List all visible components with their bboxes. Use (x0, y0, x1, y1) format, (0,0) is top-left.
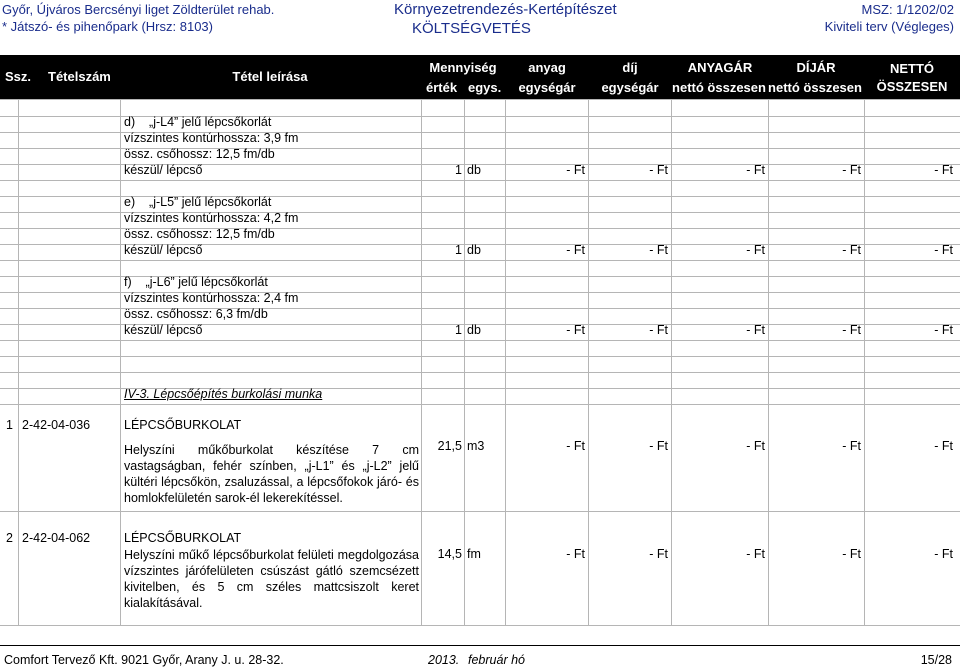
group-title: d) „j-L4” jelű lépcsőkorlát (124, 115, 272, 129)
col-ertek: érték (426, 80, 458, 95)
anyag-egysegar: - Ft (566, 323, 585, 337)
group-csohossz: össz. csőhossz: 12,5 fm/db (124, 227, 275, 241)
footer-date-year: 2013. (428, 653, 460, 667)
item-code: 2-42-04-062 (22, 531, 91, 545)
group-keszul: készül/ lépcső (124, 163, 203, 177)
group-title: f) „j-L6” jelű lépcsőkorlát (124, 275, 268, 289)
group-qty: 1 (455, 323, 462, 337)
anyag-egysegar: - Ft (566, 547, 585, 561)
netto-osszesen: - Ft (934, 323, 953, 337)
netto-osszesen: - Ft (934, 439, 953, 453)
item-ssz: 1 (6, 418, 13, 432)
col-tetel-leirasa: Tétel leírása (232, 69, 308, 84)
footer-rule (0, 645, 960, 646)
col-netto: NETTÓ (889, 61, 935, 76)
anyagar-osszesen: - Ft (746, 439, 765, 453)
anyagar-osszesen: - Ft (746, 243, 765, 257)
anyagar-osszesen: - Ft (746, 323, 765, 337)
dijar-osszesen: - Ft (842, 243, 861, 257)
document-number: MSZ: 1/1202/02 (861, 2, 954, 17)
item-unit: m3 (467, 439, 485, 453)
col-mennyiseg: Mennyiség (429, 60, 497, 75)
item-ssz: 2 (6, 531, 13, 545)
col-dijar-netto: nettó összesen (768, 80, 862, 95)
item-unit: fm (467, 547, 481, 561)
dij-egysegar: - Ft (649, 439, 668, 453)
footer-company: Comfort Tervező Kft. 9021 Győr, Arany J. u. 28-32. (4, 653, 284, 667)
netto-osszesen: - Ft (934, 163, 953, 177)
dij-egysegar: - Ft (649, 163, 668, 177)
dij-egysegar: - Ft (649, 323, 668, 337)
col-dijar: DÍJÁR (796, 60, 836, 75)
netto-osszesen: - Ft (934, 243, 953, 257)
anyagar-osszesen: - Ft (746, 163, 765, 177)
col-ssz: Ssz. (5, 69, 32, 84)
col-tetelszam: Tételszám (48, 69, 111, 84)
dijar-osszesen: - Ft (842, 547, 861, 561)
discipline-title: Környezetrendezés-Kertépítészet (394, 1, 617, 18)
col-anyagar-netto: nettó összesen (672, 80, 766, 95)
item-description: Helyszíni műkő lépcsőburkolat felületi megdolgozása vízszintes járófelületen csúszást gátló szemcsézett kivitelben, és 5 cm széles mattcsiszolt keret kialakításával. (124, 548, 419, 610)
group-kontur: vízszintes kontúrhossza: 3,9 fm (124, 131, 299, 145)
dijar-osszesen: - Ft (842, 163, 861, 177)
item-code: 2-42-04-036 (22, 418, 91, 432)
dij-egysegar: - Ft (649, 243, 668, 257)
col-dij: díj (622, 60, 638, 75)
group-csohossz: össz. csőhossz: 6,3 fm/db (124, 307, 268, 321)
page-footer (0, 650, 960, 669)
anyag-egysegar: - Ft (566, 243, 585, 257)
group-unit: db (467, 163, 481, 177)
item-title: LÉPCSŐBURKOLAT (124, 531, 242, 545)
group-kontur: vízszintes kontúrhossza: 4,2 fm (124, 211, 299, 225)
group-kontur: vízszintes kontúrhossza: 2,4 fm (124, 291, 299, 305)
anyagar-osszesen: - Ft (746, 547, 765, 561)
dij-egysegar: - Ft (649, 547, 668, 561)
item-qty: 21,5 (437, 439, 462, 453)
table-header (0, 55, 960, 99)
footer-date-month: február hó (468, 653, 525, 667)
document-title: KÖLTSÉGVETÉS (412, 20, 531, 37)
group-unit: db (467, 243, 481, 257)
col-anyag-egysegar: egységár (518, 80, 576, 95)
group-keszul: készül/ lépcső (124, 243, 203, 257)
section-title: IV-3. Lépcsőépítés burkolási munka (124, 387, 323, 401)
col-dij-egysegar: egységár (601, 80, 659, 95)
item-qty: 14,5 (437, 547, 462, 561)
page-header (0, 0, 960, 40)
group-qty: 1 (455, 243, 462, 257)
footer-page-number: 15/28 (920, 653, 952, 667)
plan-type: Kiviteli terv (Végleges) (824, 19, 954, 34)
group-csohossz: össz. csőhossz: 12,5 fm/db (124, 147, 275, 161)
col-anyagar: ANYAGÁR (687, 60, 753, 75)
dijar-osszesen: - Ft (842, 323, 861, 337)
project-subname: * Játszó- és pihenőpark (Hrsz: 8103) (2, 19, 213, 34)
group-title: e) „j-L5” jelű lépcsőkorlát (124, 195, 272, 209)
group-unit: db (467, 323, 481, 337)
anyag-egysegar: - Ft (566, 439, 585, 453)
col-anyag: anyag (528, 60, 566, 75)
netto-osszesen: - Ft (934, 547, 953, 561)
group-qty: 1 (455, 163, 462, 177)
item-title: LÉPCSŐBURKOLAT (124, 418, 242, 432)
group-keszul: készül/ lépcső (124, 323, 203, 337)
anyag-egysegar: - Ft (566, 163, 585, 177)
dijar-osszesen: - Ft (842, 439, 861, 453)
project-name: Győr, Újváros Bercsényi liget Zöldterület rehab. (2, 2, 275, 17)
col-egys: egys. (468, 80, 502, 95)
col-osszesen: ÖSSZESEN (876, 79, 948, 94)
item-description: Helyszíni műkőburkolat készítése 7 cm vastagságban, fehér színben, „j-L1” és „j-L2” jelű kültéri lépcsőkön, zsaluzással, a lépcsőfokok járó- és homlokfelületén sarok-él lekerekítéssel. (124, 443, 419, 505)
